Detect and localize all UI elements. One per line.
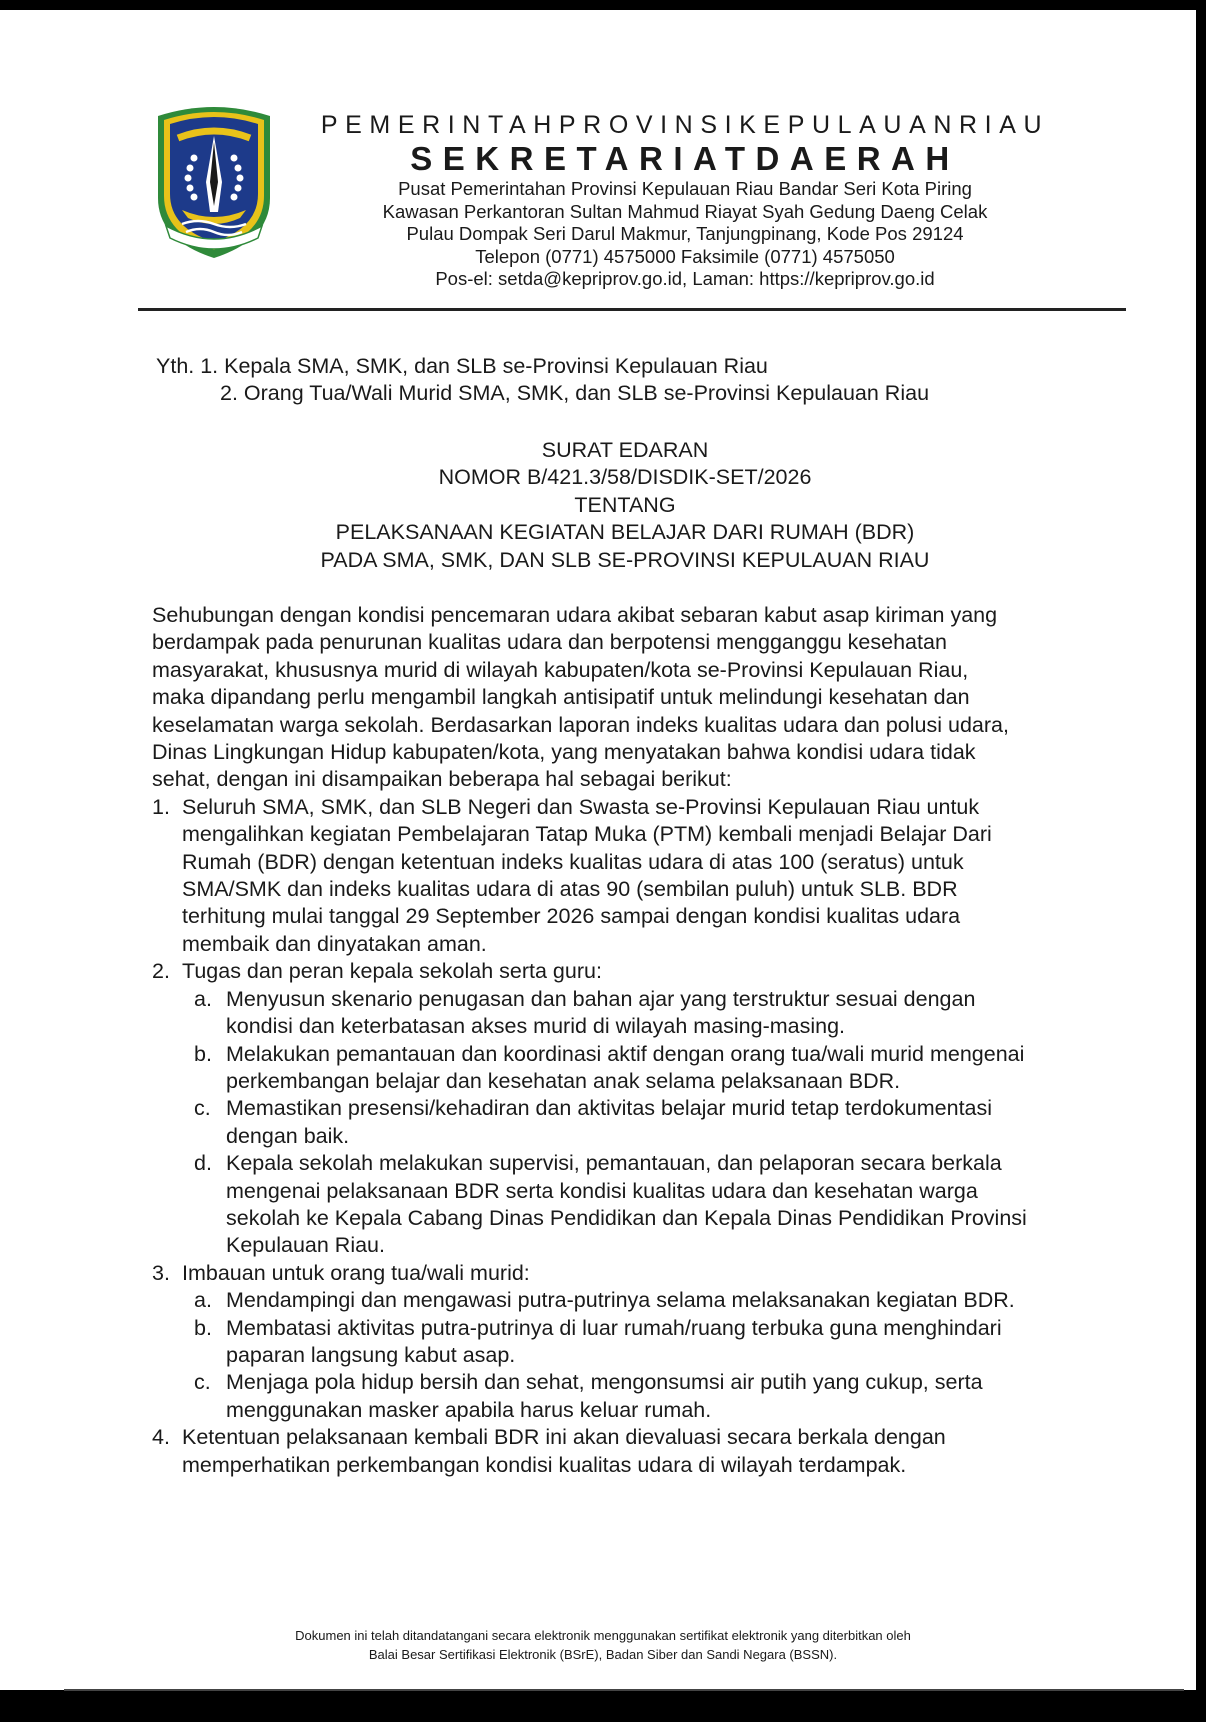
sub-item-letter: c.	[194, 1370, 211, 1395]
item-line: Ketentuan pelaksanaan kembali BDR ini akan dievaluasi secara berkala dengan	[182, 1425, 946, 1450]
item-line: Imbauan untuk orang tua/wali murid:	[182, 1260, 530, 1285]
sub-item-line: mengenai pelaksanaan BDR serta kondisi kualitas udara dan kesehatan warga	[226, 1178, 978, 1203]
letterhead-divider	[138, 308, 1126, 311]
item-line: membaik dan dinyatakan aman.	[182, 931, 487, 956]
sub-item-letter: b.	[194, 1315, 212, 1340]
sub-item	[152, 1041, 1027, 1096]
sub-item	[152, 986, 1027, 1041]
page-bottom-rule	[64, 1689, 1184, 1691]
title-line: PADA SMA, SMK, DAN SLB SE-PROVINSI KEPULAUAN RIAU	[320, 547, 930, 572]
sub-item-letter: a.	[194, 1288, 212, 1313]
recipient-line: Yth. 1. Kepala SMA, SMK, dan SLB se-Provinsi Kepulauan Riau	[156, 354, 768, 378]
item-line: Seluruh SMA, SMK, dan SLB Negeri dan Swasta se-Provinsi Kepulauan Riau untuk	[182, 794, 980, 819]
recipient-line: 2. Orang Tua/Wali Murid SMA, SMK, dan SLB se-Provinsi Kepulauan Riau	[220, 381, 930, 406]
title-line: PELAKSANAAN KEGIATAN BELAJAR DARI RUMAH (BDR)	[335, 520, 915, 545]
item-number: 4.	[152, 1425, 170, 1450]
e-signature-footer	[0, 1626, 1206, 1664]
intro-line: Sehubungan dengan kondisi pencemaran udara akibat sebaran kabut asap kiriman yang	[152, 603, 998, 627]
sub-item-line: dengan baik.	[226, 1123, 350, 1148]
footer-line: Dokumen ini telah ditandatangani secara elektronik menggunakan sertifikat elektronik yang diterbitkan oleh	[295, 1628, 911, 1643]
sub-item-line: Memastikan presensi/kehadiran dan aktivitas belajar murid tetap terdokumentasi	[226, 1096, 993, 1121]
recipients	[156, 353, 929, 408]
sub-item-letter: a.	[194, 986, 212, 1011]
intro-line: Dinas Lingkungan Hidup kabupaten/kota, yang menyatakan bahwa kondisi udara tidak	[152, 740, 976, 765]
list-item	[152, 958, 1027, 985]
sub-item-line: kondisi dan keterbatasan akses murid di wilayah masing-masing.	[226, 1014, 846, 1039]
list-item	[152, 1424, 1027, 1479]
item-line: SMA/SMK dan indeks kualitas udara di atas 90 (sembilan puluh) untuk SLB. BDR	[182, 877, 958, 902]
item-line: mengalihkan kegiatan Pembelajaran Tatap Muka (PTM) kembali menjadi Belajar Dari	[182, 822, 992, 847]
contact-phone-line: Telepon (0771) 4575000 Faksimile (0771) 4575050	[475, 245, 895, 267]
item-number: 2.	[152, 959, 170, 984]
circular-title	[0, 437, 1206, 574]
sub-item-line: menggunakan masker apabila harus keluar rumah.	[226, 1397, 712, 1422]
list-item	[152, 794, 1027, 958]
sub-item-line: Melakukan pemantauan dan koordinasi aktif dengan orang tua/wali murid mengenai	[226, 1041, 1025, 1066]
sub-item-line: paparan langsung kabut asap.	[226, 1342, 516, 1367]
letter-page	[0, 10, 1196, 1690]
item-line: Rumah (BDR) dengan ketentuan indeks kualitas udara di atas 100 (seratus) untuk	[182, 849, 964, 874]
item-line: terhitung mulai tanggal 29 September 2026 sampai dengan kondisi kualitas udara	[182, 904, 961, 929]
sub-item	[152, 1150, 1027, 1260]
list-item	[152, 1260, 1027, 1287]
province-emblem-logo	[152, 102, 276, 262]
sub-item	[152, 1369, 1027, 1424]
intro-line: maka dipandang perlu mengambil langkah antisipatif untuk melindungi kesehatan dan	[152, 685, 970, 710]
intro-line: keselamatan warga sekolah. Berdasarkan laporan indeks kualitas udara dan polusi udara,	[152, 712, 1009, 737]
sub-item-line: sekolah ke Kepala Cabang Dinas Pendidikan dan Kepala Dinas Pendidikan Provinsi	[226, 1205, 1027, 1230]
intro-line: sehat, dengan ini disampaikan beberapa hal sebagai berikut:	[152, 767, 732, 792]
title-line: NOMOR B/421.3/58/DISDIK-SET/2026	[438, 465, 812, 490]
sub-item	[152, 1287, 1027, 1314]
intro-line: berdampak pada penurunan kualitas udara dan berpotensi mengganggu kesehatan	[152, 630, 947, 655]
letterhead	[300, 110, 1070, 291]
sub-item-line: perkembangan belajar dan kesehatan anak selama pelaksanaan BDR.	[226, 1068, 901, 1093]
contact-email-line: Pos-el: setda@kepriprov.go.id, Laman: https://kepriprov.go.id	[435, 268, 935, 289]
sub-item	[152, 1315, 1027, 1370]
address-line: Kawasan Perkantoran Sultan Mahmud Riayat Syah Gedung Daeng Celak	[382, 200, 988, 222]
address-line: Pulau Dompak Seri Darul Makmur, Tanjungpinang, Kode Pos 29124	[406, 223, 964, 244]
item-number: 3.	[152, 1260, 170, 1285]
sub-item-letter: c.	[194, 1096, 211, 1121]
sub-item-line: Kepala sekolah melakukan supervisi, pemantauan, dan pelaporan secara berkala	[226, 1151, 1002, 1176]
sub-item-letter: d.	[194, 1151, 212, 1176]
sub-item-line: Kepulauan Riau.	[226, 1233, 385, 1258]
office-name: SEKRETARIATDAERAH	[410, 140, 960, 177]
address-line: Pusat Pemerintahan Provinsi Kepulauan Riau Bandar Seri Kota Piring	[398, 178, 972, 199]
footer-line: Balai Besar Sertifikasi Elektronik (BSrE), Badan Siber dan Sandi Negara (BSSN).	[368, 1647, 838, 1662]
sub-item-letter: b.	[194, 1041, 212, 1066]
letter-content	[152, 602, 1027, 1479]
title-line: TENTANG	[574, 492, 676, 517]
item-number: 1.	[152, 794, 170, 819]
government-name: PEMERINTAHPROVINSIKEPULAUANRIAU	[320, 111, 1050, 139]
sub-item-line: Membatasi aktivitas putra-putrinya di luar rumah/ruang terbuka guna menghindari	[226, 1315, 1002, 1340]
item-line: Tugas dan peran kepala sekolah serta guru:	[182, 959, 602, 984]
intro-paragraph	[152, 602, 1027, 794]
sub-item	[152, 1095, 1027, 1150]
sub-item-line: Mendampingi dan mengawasi putra-putrinya selama melaksanakan kegiatan BDR.	[226, 1288, 1015, 1313]
sub-item-line: Menyusun skenario penugasan dan bahan ajar yang terstruktur sesuai dengan	[226, 986, 976, 1011]
intro-line: masyarakat, khususnya murid di wilayah kabupaten/kota se-Provinsi Kepulauan Riau,	[152, 657, 969, 682]
sub-item-line: Menjaga pola hidup bersih dan sehat, mengonsumsi air putih yang cukup, serta	[226, 1370, 983, 1395]
item-line: memperhatikan perkembangan kondisi kualitas udara di wilayah terdampak.	[182, 1452, 907, 1477]
title-line: SURAT EDARAN	[541, 438, 709, 462]
